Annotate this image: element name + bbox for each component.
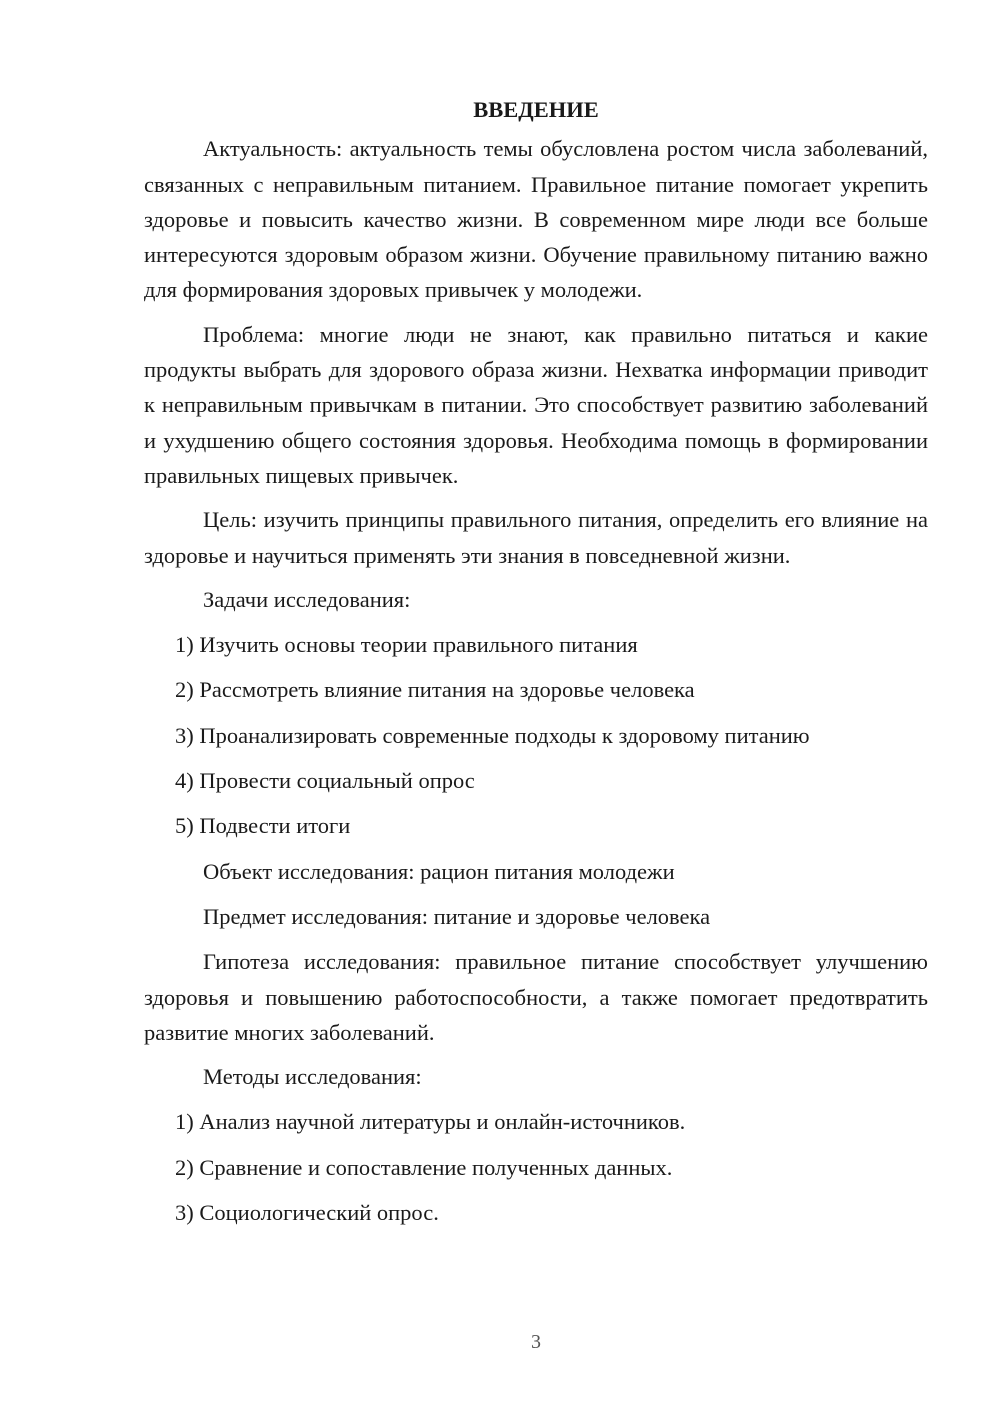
list-item: 3) Проанализировать современные подходы к здоровому питанию [175,722,810,748]
relevance-paragraph: Актуальность: актуальность темы обусловлена ростом числа заболеваний, связанных с неправильным питанием. Правильное питание помогает укрепить здоровье и повысить качество жизни. В современном мире люди все больше интересуются здоровым образом жизни. Обучение правильному питанию важно для формирования здоровых привычек у молодежи. [144,136,928,303]
methods-list [144,1104,928,1230]
object-line: Объект исследования: рацион питания молодежи [203,858,675,884]
page-title: ВВЕДЕНИЕ [473,97,599,122]
tasks-heading: Задачи исследования: [203,586,411,612]
list-item: 4) Провести социальный опрос [175,768,475,794]
list-item: 2) Сравнение и сопоставление полученных данных. [175,1154,673,1180]
subject-line: Предмет исследования: питание и здоровье человека [203,903,711,929]
page-number: 3 [531,1331,541,1353]
tasks-list [144,627,928,843]
page-content [144,92,928,1240]
goal-paragraph: Цель: изучить принципы правильного питания, определить его влияние на здоровье и научиться применять эти знания в повседневной жизни. [144,507,928,568]
list-item: 5) Подвести итоги [175,813,351,839]
hypothesis-paragraph: Гипотеза исследования: правильное питание способствует улучшению здоровья и повышению работоспособности, а также помогает предотвратить развитие многих заболеваний. [144,949,928,1045]
problem-paragraph: Проблема: многие люди не знают, как правильно питаться и какие продукты выбрать для здорового образа жизни. Нехватка информации приводит к неправильным привычкам в питании. Это способствует развитию заболеваний и ухудшению общего состояния здоровья. Необходима помощь в формировании правильных пищевых привычек. [144,321,928,488]
list-item: 1) Анализ научной литературы и онлайн-источников. [175,1109,686,1135]
list-item: 1) Изучить основы теории правильного питания [175,632,638,658]
methods-heading: Методы исследования: [203,1064,422,1090]
list-item: 2) Рассмотреть влияние питания на здоровье человека [175,677,695,703]
list-item: 3) Социологический опрос. [175,1200,439,1226]
